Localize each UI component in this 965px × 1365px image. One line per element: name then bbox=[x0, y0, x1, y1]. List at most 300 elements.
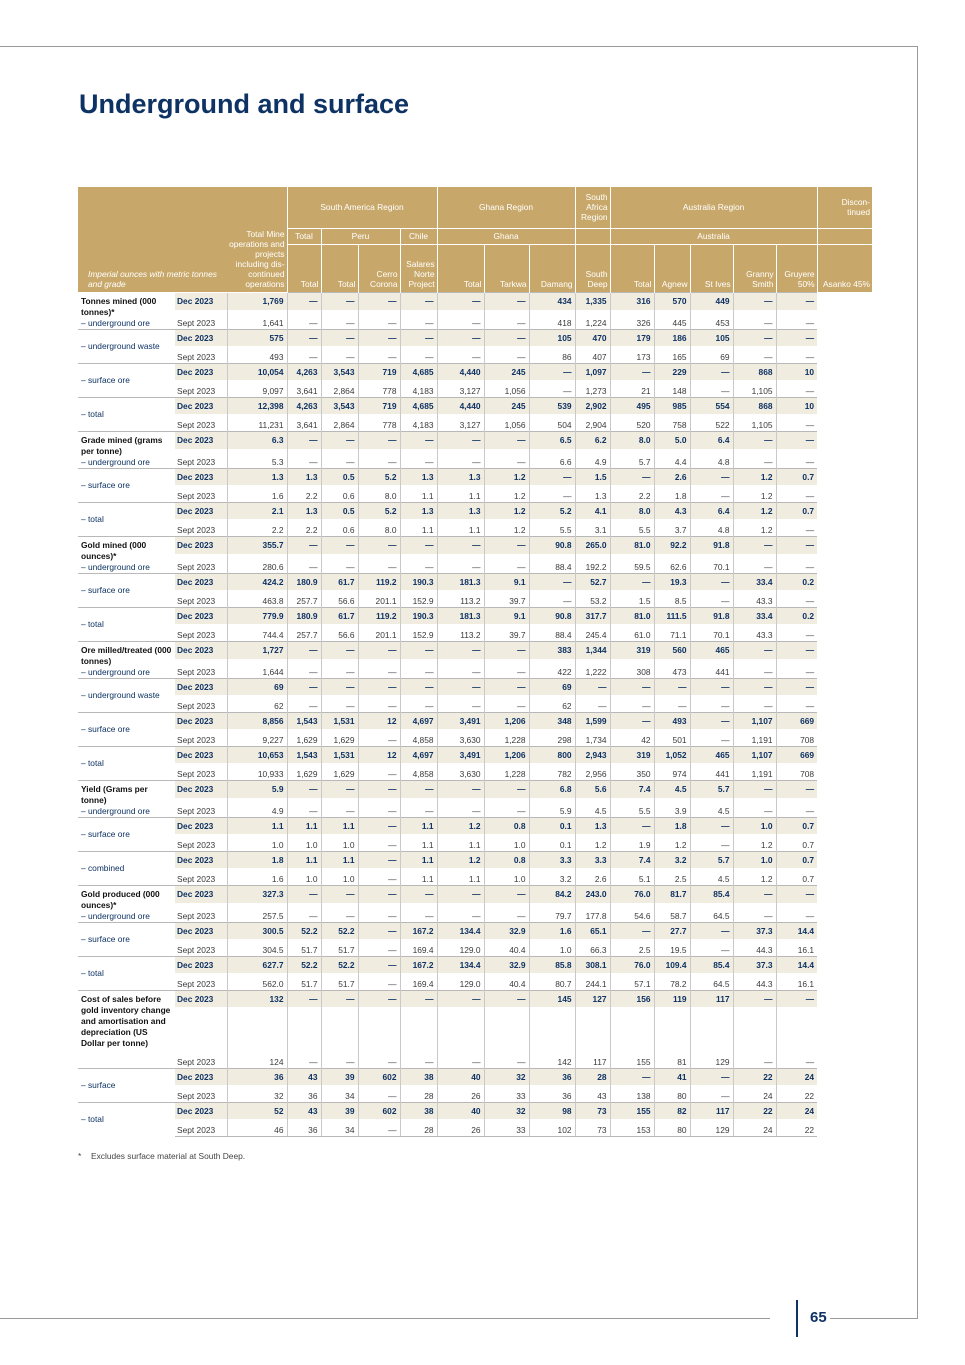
value-cell: 2,902 bbox=[575, 397, 610, 414]
value-cell: — bbox=[484, 292, 529, 310]
value-cell: 148 bbox=[654, 380, 690, 398]
value-cell: — bbox=[358, 1085, 400, 1103]
value-cell: 4.4 bbox=[654, 449, 690, 468]
value-cell: 36 bbox=[529, 1069, 575, 1086]
value-cell: 66.3 bbox=[575, 939, 610, 957]
row-sub-label: – underground ore bbox=[81, 910, 150, 921]
header-sub-st-ives: St Ives bbox=[690, 244, 733, 292]
period-cell: Dec 2023 bbox=[175, 990, 227, 1007]
value-cell: 2.1 bbox=[227, 502, 287, 519]
value-cell: — bbox=[776, 536, 817, 554]
value-cell: 308 bbox=[610, 659, 654, 678]
value-cell: 5.2 bbox=[358, 502, 400, 519]
value-cell: 1.2 bbox=[484, 468, 529, 485]
value-cell: — bbox=[654, 695, 690, 713]
value-cell: 43.3 bbox=[733, 624, 776, 642]
value-cell: — bbox=[358, 868, 400, 886]
value-cell: 6.3 bbox=[227, 431, 287, 449]
value-cell: 1,052 bbox=[654, 746, 690, 763]
value-cell: 33.4 bbox=[733, 607, 776, 624]
value-cell: 43.3 bbox=[733, 590, 776, 608]
value-cell: 51.7 bbox=[321, 939, 358, 957]
value-cell: 38 bbox=[400, 1103, 437, 1120]
value-cell: 453 bbox=[690, 310, 733, 329]
table-row bbox=[78, 624, 872, 642]
row-sub-label: – surface bbox=[81, 1080, 116, 1090]
value-cell: 800 bbox=[529, 746, 575, 763]
value-cell: 1.9 bbox=[610, 834, 654, 852]
page-number-bar bbox=[796, 1300, 798, 1337]
header-region-discontinued: Discon-tinued bbox=[817, 187, 872, 228]
value-cell: 44.3 bbox=[733, 973, 776, 991]
value-cell: 10,054 bbox=[227, 363, 287, 380]
value-cell: 5.7 bbox=[690, 780, 733, 798]
value-cell: 1,531 bbox=[321, 746, 358, 763]
value-cell: — bbox=[610, 468, 654, 485]
value-cell: 91.8 bbox=[690, 607, 733, 624]
table-row bbox=[78, 431, 872, 449]
table-row bbox=[78, 1085, 872, 1103]
value-cell: 80 bbox=[654, 1119, 690, 1137]
value-cell: 169.4 bbox=[400, 973, 437, 991]
value-cell: 3.9 bbox=[654, 798, 690, 817]
table-row bbox=[78, 746, 872, 763]
value-cell: 1.2 bbox=[484, 519, 529, 537]
value-cell: — bbox=[610, 1069, 654, 1086]
value-cell: 28 bbox=[400, 1085, 437, 1103]
value-cell: — bbox=[287, 695, 321, 713]
value-cell: 5.1 bbox=[610, 868, 654, 886]
value-cell: — bbox=[358, 922, 400, 939]
row-group-label: Gold produced (000 ounces)* bbox=[81, 888, 160, 910]
value-cell: 868 bbox=[733, 363, 776, 380]
value-cell: — bbox=[529, 573, 575, 590]
value-cell: 243.0 bbox=[575, 885, 610, 903]
value-cell: 522 bbox=[690, 414, 733, 432]
value-cell: — bbox=[610, 817, 654, 834]
value-cell: 3,630 bbox=[437, 729, 484, 747]
value-cell: 190.3 bbox=[400, 607, 437, 624]
value-cell: 9,097 bbox=[227, 380, 287, 398]
row-sub-label: – surface ore bbox=[81, 723, 130, 734]
value-cell: 59.5 bbox=[610, 554, 654, 573]
row-sub-label: – underground waste bbox=[81, 340, 160, 351]
value-cell: — bbox=[321, 695, 358, 713]
value-cell: — bbox=[529, 380, 575, 398]
value-cell: 142 bbox=[529, 1007, 575, 1069]
page-frame-bottom bbox=[0, 1318, 770, 1319]
value-cell: — bbox=[690, 468, 733, 485]
value-cell: 24 bbox=[776, 1069, 817, 1086]
value-cell: 8,856 bbox=[227, 712, 287, 729]
period-cell: Sept 2023 bbox=[177, 910, 216, 921]
period-cell: Dec 2023 bbox=[175, 678, 227, 695]
value-cell: 134.4 bbox=[437, 922, 484, 939]
value-cell: — bbox=[287, 536, 321, 554]
period-cell: Sept 2023 bbox=[177, 944, 216, 955]
value-cell: 119.2 bbox=[358, 573, 400, 590]
row-label bbox=[78, 573, 175, 607]
header-sub-damang: Damang bbox=[529, 244, 575, 292]
value-cell: 3.2 bbox=[654, 851, 690, 868]
value-cell: 40.4 bbox=[484, 939, 529, 957]
value-cell: 2.2 bbox=[287, 519, 321, 537]
operations-table bbox=[78, 187, 872, 1137]
value-cell: — bbox=[484, 659, 529, 678]
value-cell: 669 bbox=[776, 712, 817, 729]
value-cell: 5.5 bbox=[610, 798, 654, 817]
value-cell: 10 bbox=[776, 397, 817, 414]
value-cell: 119 bbox=[654, 990, 690, 1007]
value-cell: — bbox=[776, 990, 817, 1007]
header-sub-salares-norte: Salares Norte Project bbox=[400, 244, 437, 292]
period-cell: Dec 2023 bbox=[175, 292, 227, 310]
value-cell: — bbox=[437, 554, 484, 573]
period-cell: Sept 2023 bbox=[177, 734, 216, 745]
value-cell: 465 bbox=[690, 746, 733, 763]
value-cell: 1.3 bbox=[437, 468, 484, 485]
value-cell: 758 bbox=[654, 414, 690, 432]
table-row bbox=[78, 973, 872, 991]
row-label bbox=[78, 712, 175, 746]
table-body bbox=[78, 292, 872, 1137]
value-cell: 180.9 bbox=[287, 573, 321, 590]
value-cell: — bbox=[358, 885, 400, 903]
value-cell: 1.2 bbox=[437, 817, 484, 834]
value-cell: 91.8 bbox=[690, 536, 733, 554]
value-cell: — bbox=[733, 903, 776, 922]
header-sub-australia-total: Total bbox=[610, 244, 654, 292]
row-sub-label: – surface ore bbox=[81, 933, 130, 944]
value-cell: 105 bbox=[529, 329, 575, 346]
value-cell: 2,943 bbox=[575, 746, 610, 763]
header-country-chile: Chile bbox=[400, 228, 437, 244]
value-cell: 1.3 bbox=[287, 502, 321, 519]
value-cell: 8.0 bbox=[358, 519, 400, 537]
header-region-ghana: Ghana Region bbox=[437, 187, 575, 228]
value-cell: 79.7 bbox=[529, 903, 575, 922]
period-cell: Sept 2023 bbox=[177, 317, 216, 328]
value-cell: 105 bbox=[690, 329, 733, 346]
value-cell: — bbox=[733, 885, 776, 903]
value-cell: 16.1 bbox=[776, 973, 817, 991]
table-row bbox=[78, 885, 872, 903]
value-cell: — bbox=[733, 798, 776, 817]
value-cell: 1,543 bbox=[287, 746, 321, 763]
value-cell: 156 bbox=[610, 990, 654, 1007]
row-label bbox=[78, 292, 175, 329]
value-cell: 1,644 bbox=[227, 659, 287, 678]
value-cell: 73 bbox=[575, 1103, 610, 1120]
value-cell: — bbox=[400, 1007, 437, 1069]
value-cell: 1.6 bbox=[227, 868, 287, 886]
value-cell: 127 bbox=[575, 990, 610, 1007]
value-cell: 1.0 bbox=[287, 834, 321, 852]
value-cell: — bbox=[610, 678, 654, 695]
value-cell: 719 bbox=[358, 397, 400, 414]
value-cell: — bbox=[776, 678, 817, 695]
value-cell: — bbox=[437, 1007, 484, 1069]
header-sub-sa-total: Total bbox=[287, 244, 321, 292]
value-cell: 245.4 bbox=[575, 624, 610, 642]
value-cell: 88.4 bbox=[529, 624, 575, 642]
value-cell: 3,543 bbox=[321, 397, 358, 414]
value-cell: 5.5 bbox=[529, 519, 575, 537]
value-cell: 1.5 bbox=[610, 590, 654, 608]
footnote-marker: * bbox=[78, 1151, 82, 1161]
value-cell: — bbox=[400, 903, 437, 922]
value-cell: 24 bbox=[733, 1085, 776, 1103]
period-cell: Sept 2023 bbox=[177, 595, 216, 606]
header-sub-agnew: Agnew bbox=[654, 244, 690, 292]
value-cell: — bbox=[733, 678, 776, 695]
period-cell: Dec 2023 bbox=[175, 502, 227, 519]
value-cell: 2.2 bbox=[610, 485, 654, 503]
row-sub-label: – underground ore bbox=[81, 805, 150, 816]
table-row bbox=[78, 485, 872, 503]
value-cell: 129.0 bbox=[437, 973, 484, 991]
value-cell: 78.2 bbox=[654, 973, 690, 991]
row-sub-label: – underground ore bbox=[81, 666, 150, 677]
period-cell: Dec 2023 bbox=[175, 363, 227, 380]
value-cell: — bbox=[400, 641, 437, 659]
value-cell: 43 bbox=[575, 1085, 610, 1103]
value-cell: — bbox=[610, 573, 654, 590]
value-cell: 98 bbox=[529, 1103, 575, 1120]
value-cell: 493 bbox=[227, 346, 287, 364]
value-cell: — bbox=[690, 590, 733, 608]
value-cell: 3,630 bbox=[437, 763, 484, 781]
value-cell: 4.5 bbox=[575, 798, 610, 817]
value-cell: 152.9 bbox=[400, 590, 437, 608]
row-group-label: Yield (Grams per tonne) bbox=[81, 783, 148, 805]
value-cell: 3.3 bbox=[575, 851, 610, 868]
value-cell: 24 bbox=[776, 1103, 817, 1120]
value-cell: 244.1 bbox=[575, 973, 610, 991]
value-cell: 229 bbox=[654, 363, 690, 380]
row-label bbox=[78, 1103, 175, 1137]
value-cell: — bbox=[776, 519, 817, 537]
value-cell: 744.4 bbox=[227, 624, 287, 642]
value-cell: — bbox=[733, 780, 776, 798]
period-cell: Dec 2023 bbox=[175, 746, 227, 763]
value-cell: — bbox=[358, 798, 400, 817]
header-sub-south-deep: South Deep bbox=[575, 244, 610, 292]
header-country-ghana: Ghana bbox=[437, 228, 575, 244]
value-cell: — bbox=[358, 990, 400, 1007]
value-cell: 22 bbox=[733, 1069, 776, 1086]
value-cell: — bbox=[437, 329, 484, 346]
value-cell: 129 bbox=[690, 1119, 733, 1137]
value-cell: 1.5 bbox=[575, 468, 610, 485]
value-cell: 1,273 bbox=[575, 380, 610, 398]
value-cell: 298 bbox=[529, 729, 575, 747]
value-cell: — bbox=[437, 678, 484, 695]
value-cell: — bbox=[776, 346, 817, 364]
value-cell: 2.6 bbox=[575, 868, 610, 886]
table-row bbox=[78, 536, 872, 554]
value-cell: 109.4 bbox=[654, 956, 690, 973]
value-cell: 61.7 bbox=[321, 607, 358, 624]
value-cell: 88.4 bbox=[529, 554, 575, 573]
value-cell: 1.0 bbox=[321, 834, 358, 852]
value-cell: — bbox=[733, 659, 776, 678]
value-cell: 539 bbox=[529, 397, 575, 414]
value-cell: 5.9 bbox=[227, 780, 287, 798]
value-cell: 9,227 bbox=[227, 729, 287, 747]
row-sub-label: – combined bbox=[81, 862, 125, 873]
value-cell: — bbox=[776, 485, 817, 503]
value-cell: — bbox=[358, 346, 400, 364]
value-cell: 0.7 bbox=[776, 851, 817, 868]
value-cell: 5.2 bbox=[358, 468, 400, 485]
value-cell: — bbox=[776, 659, 817, 678]
value-cell: 1.2 bbox=[733, 519, 776, 537]
period-cell: Dec 2023 bbox=[175, 468, 227, 485]
row-sub-label: – underground waste bbox=[81, 689, 160, 700]
value-cell: — bbox=[287, 449, 321, 468]
value-cell: 2.6 bbox=[654, 468, 690, 485]
header-region-south-america: South America Region bbox=[287, 187, 437, 228]
value-cell: 1.1 bbox=[227, 817, 287, 834]
value-cell: 1.1 bbox=[287, 851, 321, 868]
period-cell: Dec 2023 bbox=[175, 1069, 227, 1086]
value-cell: — bbox=[733, 536, 776, 554]
value-cell: — bbox=[321, 1007, 358, 1069]
value-cell: 11,231 bbox=[227, 414, 287, 432]
value-cell: — bbox=[733, 346, 776, 364]
value-cell: — bbox=[358, 695, 400, 713]
value-cell: — bbox=[690, 922, 733, 939]
value-cell: 1,097 bbox=[575, 363, 610, 380]
value-cell: 441 bbox=[690, 659, 733, 678]
value-cell: 1.2 bbox=[733, 834, 776, 852]
value-cell: 1,727 bbox=[227, 641, 287, 659]
value-cell: 6.8 bbox=[529, 780, 575, 798]
value-cell: 69 bbox=[227, 678, 287, 695]
value-cell: — bbox=[610, 695, 654, 713]
value-cell: 51.7 bbox=[287, 973, 321, 991]
value-cell: 1.0 bbox=[733, 851, 776, 868]
row-sub-label: – surface ore bbox=[81, 374, 130, 385]
table-row bbox=[78, 449, 872, 468]
value-cell: — bbox=[321, 536, 358, 554]
table-row bbox=[78, 851, 872, 868]
value-cell: — bbox=[400, 695, 437, 713]
value-cell: — bbox=[358, 939, 400, 957]
value-cell: — bbox=[437, 780, 484, 798]
value-cell: 6.6 bbox=[529, 449, 575, 468]
value-cell: 1.2 bbox=[484, 485, 529, 503]
value-cell: — bbox=[776, 449, 817, 468]
value-cell: 4.5 bbox=[654, 780, 690, 798]
value-cell: 1.1 bbox=[321, 817, 358, 834]
value-cell: — bbox=[610, 363, 654, 380]
value-cell: 1,629 bbox=[287, 729, 321, 747]
header-country-australia: Australia bbox=[610, 228, 817, 244]
value-cell: 1,769 bbox=[227, 292, 287, 310]
value-cell: — bbox=[287, 292, 321, 310]
value-cell: 974 bbox=[654, 763, 690, 781]
value-cell: 1,191 bbox=[733, 763, 776, 781]
value-cell: 782 bbox=[529, 763, 575, 781]
value-cell: 422 bbox=[529, 659, 575, 678]
period-cell: Dec 2023 bbox=[175, 641, 227, 659]
value-cell: 463.8 bbox=[227, 590, 287, 608]
value-cell: 40.4 bbox=[484, 973, 529, 991]
value-cell: — bbox=[287, 990, 321, 1007]
table-row bbox=[78, 590, 872, 608]
value-cell: 36 bbox=[529, 1085, 575, 1103]
value-cell: 179 bbox=[610, 329, 654, 346]
value-cell: 5.7 bbox=[690, 851, 733, 868]
period-cell: Sept 2023 bbox=[177, 839, 216, 850]
value-cell: — bbox=[358, 956, 400, 973]
value-cell: 10,933 bbox=[227, 763, 287, 781]
period-cell: Sept 2023 bbox=[177, 456, 216, 467]
value-cell: 6.4 bbox=[690, 431, 733, 449]
value-cell: — bbox=[690, 1069, 733, 1086]
value-cell: 32 bbox=[484, 1069, 529, 1086]
value-cell: — bbox=[437, 536, 484, 554]
value-cell: 33 bbox=[484, 1119, 529, 1137]
value-cell: — bbox=[321, 431, 358, 449]
row-sub-label: – underground ore bbox=[81, 317, 150, 328]
value-cell: 449 bbox=[690, 292, 733, 310]
value-cell: — bbox=[484, 449, 529, 468]
row-label bbox=[78, 851, 175, 885]
value-cell: 186 bbox=[654, 329, 690, 346]
value-cell: 355.7 bbox=[227, 536, 287, 554]
row-label bbox=[78, 1069, 175, 1103]
value-cell: 1,224 bbox=[575, 310, 610, 329]
value-cell: 1.2 bbox=[575, 834, 610, 852]
value-cell: 308.1 bbox=[575, 956, 610, 973]
value-cell: 37.3 bbox=[733, 922, 776, 939]
period-cell: Sept 2023 bbox=[177, 1057, 216, 1067]
value-cell: 1.3 bbox=[287, 468, 321, 485]
value-cell: 562.0 bbox=[227, 973, 287, 991]
value-cell: 708 bbox=[776, 729, 817, 747]
value-cell: 1,206 bbox=[484, 746, 529, 763]
value-cell: 1,206 bbox=[484, 712, 529, 729]
row-group-label: Ore milled/treated (000 tonnes) bbox=[81, 644, 172, 666]
value-cell: 2.5 bbox=[610, 939, 654, 957]
value-cell: 46 bbox=[227, 1119, 287, 1137]
table-row bbox=[78, 798, 872, 817]
value-cell: 1.8 bbox=[654, 485, 690, 503]
value-cell: 257.7 bbox=[287, 590, 321, 608]
value-cell: 1,222 bbox=[575, 659, 610, 678]
period-cell: Dec 2023 bbox=[175, 780, 227, 798]
value-cell: — bbox=[776, 885, 817, 903]
value-cell: 12 bbox=[358, 712, 400, 729]
value-cell: — bbox=[358, 729, 400, 747]
period-cell: Dec 2023 bbox=[175, 922, 227, 939]
value-cell: 5.6 bbox=[575, 780, 610, 798]
value-cell: — bbox=[690, 695, 733, 713]
value-cell: 1,629 bbox=[321, 763, 358, 781]
value-cell: — bbox=[321, 346, 358, 364]
value-cell: 145 bbox=[529, 990, 575, 1007]
period-cell: Sept 2023 bbox=[177, 490, 216, 501]
value-cell: — bbox=[437, 903, 484, 922]
value-cell: — bbox=[358, 641, 400, 659]
value-cell: 102 bbox=[529, 1119, 575, 1137]
value-cell: — bbox=[437, 990, 484, 1007]
row-group-label: Cost of sales before gold inventory change and amortisation and depreciation (US Dollar per tonne) bbox=[81, 993, 171, 1048]
value-cell: 22 bbox=[776, 1085, 817, 1103]
